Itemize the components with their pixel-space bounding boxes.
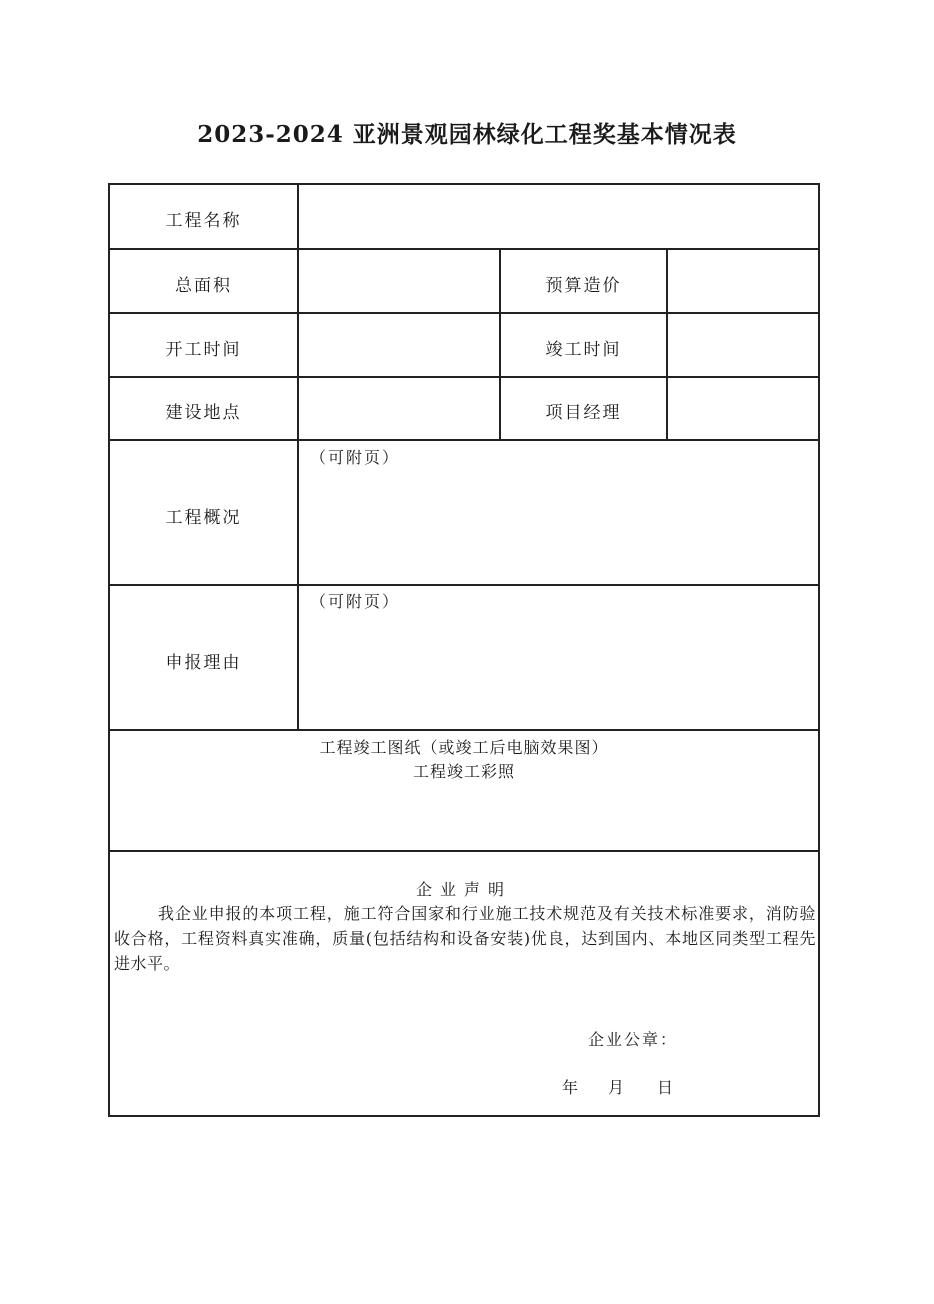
- date-month-label: 月: [608, 1078, 625, 1097]
- budget-field[interactable]: [668, 250, 818, 312]
- project-name-label: 工程名称: [165, 211, 242, 231]
- date-year-label: 年: [562, 1078, 579, 1097]
- start-time-label: 开工时间: [165, 340, 242, 360]
- total-area-label: 总面积: [175, 276, 232, 296]
- total-area-field[interactable]: [299, 250, 499, 312]
- completion-time-label: 竣工时间: [545, 340, 622, 360]
- row-divider: [110, 850, 818, 852]
- budget-label: 预算造价: [545, 276, 622, 296]
- reason-field[interactable]: [299, 612, 818, 729]
- reason-attachment-note: （可附页）: [310, 592, 401, 611]
- overview-label: 工程概况: [165, 508, 242, 528]
- project-name-field[interactable]: [299, 185, 818, 248]
- row-divider: [110, 729, 818, 731]
- location-field[interactable]: [299, 378, 499, 439]
- info-form-table: [108, 183, 820, 1117]
- reason-label: 申报理由: [165, 653, 242, 673]
- project-manager-label: 项目经理: [545, 403, 622, 423]
- drawings-label: 工程竣工图纸（或竣工后电脑效果图）: [319, 738, 609, 757]
- page-title: 2023-2024 亚洲景观园林绿化工程奖基本情况表: [197, 121, 737, 148]
- declaration-heading: 企业声明: [415, 880, 512, 899]
- date-day-label: 日: [657, 1078, 674, 1097]
- location-label: 建设地点: [165, 403, 242, 423]
- overview-field[interactable]: [299, 467, 818, 584]
- photos-label: 工程竣工彩照: [412, 762, 515, 781]
- start-time-field[interactable]: [299, 314, 499, 376]
- overview-attachment-note: （可附页）: [310, 448, 401, 467]
- row-divider: [110, 584, 818, 586]
- declaration-body: 我企业申报的本项工程，施工符合国家和行业施工技术规范及有关技术标准要求，消防验收合格，工程资料真实准确，质量(包括结构和设备安装)优良，达到国内、本地区同类型工程先进水平。: [114, 904, 816, 973]
- completion-time-field[interactable]: [668, 314, 818, 376]
- row-divider: [110, 439, 818, 441]
- drawings-upload-area[interactable]: [110, 783, 818, 850]
- project-manager-field[interactable]: [668, 378, 818, 439]
- company-seal-label: 企业公章：: [588, 1030, 679, 1049]
